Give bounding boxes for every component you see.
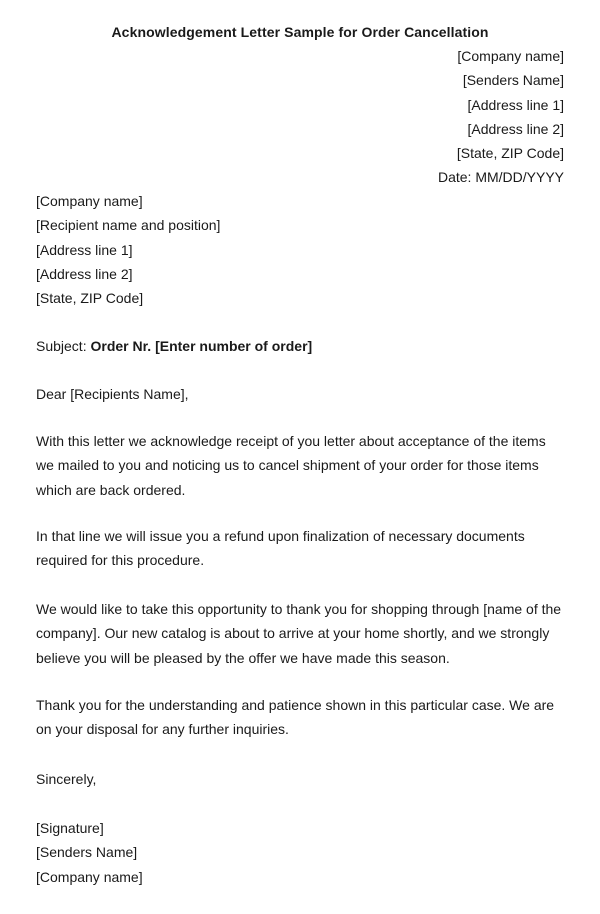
paragraph-line: which are back ordered.	[36, 481, 186, 498]
sender-state-zip: [State, ZIP Code]	[456, 145, 564, 162]
subject-value: Order Nr. [Enter number of order]	[90, 338, 313, 354]
signature-company: [Company name]	[36, 868, 143, 885]
salutation: Dear [Recipients Name],	[36, 386, 189, 402]
recipient-address-line-2: [Address line 2]	[36, 265, 133, 282]
recipient-company: [Company name]	[36, 193, 143, 209]
letter-title: Acknowledgement Letter Sample for Order Cancellation	[111, 24, 489, 40]
paragraph-line: We would like to take this opportunity to thank you for shopping through [name of the	[36, 601, 562, 617]
paragraph-line: on your disposal for any further inquiries.	[36, 721, 289, 738]
recipient-block	[36, 191, 220, 312]
letter-date: Date: MM/DD/YYYY	[437, 169, 564, 186]
sender-name: [Senders Name]	[462, 72, 564, 89]
sender-company: [Company name]	[457, 48, 564, 64]
body-paragraph-3	[36, 597, 566, 670]
recipient-state-zip: [State, ZIP Code]	[36, 290, 144, 307]
recipient-name-position: [Recipient name and position]	[36, 217, 221, 234]
paragraph-line: Thank you for the understanding and patience shown in this particular case. We are	[36, 697, 555, 713]
body-paragraph-2	[36, 524, 566, 573]
recipient-address-line-1: [Address line 1]	[36, 241, 133, 258]
subject-line	[36, 336, 312, 356]
paragraph-line: company]. Our new catalog is about to arrive at your home shortly, and we strongly	[36, 625, 550, 642]
sender-block	[438, 46, 564, 192]
sender-address-line-1: [Address line 1]	[467, 96, 564, 113]
signature-placeholder: [Signature]	[36, 820, 104, 836]
subject-label: Subject:	[36, 338, 91, 354]
signature-block	[36, 818, 143, 891]
body-paragraph-4	[36, 693, 566, 742]
paragraph-line: With this letter we acknowledge receipt of you letter about acceptance of the items	[36, 433, 546, 449]
paragraph-line: we mailed to you and noticing us to cancel shipment of your order for those items	[36, 457, 539, 474]
sender-address-line-2: [Address line 2]	[467, 120, 564, 137]
signature-sender-name: [Senders Name]	[36, 844, 138, 861]
paragraph-line: believe you will be pleased by the offer we have made this season.	[36, 649, 450, 666]
paragraph-line: In that line we will issue you a refund upon finalization of necessary documents	[36, 528, 525, 544]
paragraph-line: required for this procedure.	[36, 552, 205, 569]
body-paragraph-1	[36, 429, 566, 502]
closing: Sincerely,	[36, 771, 97, 787]
